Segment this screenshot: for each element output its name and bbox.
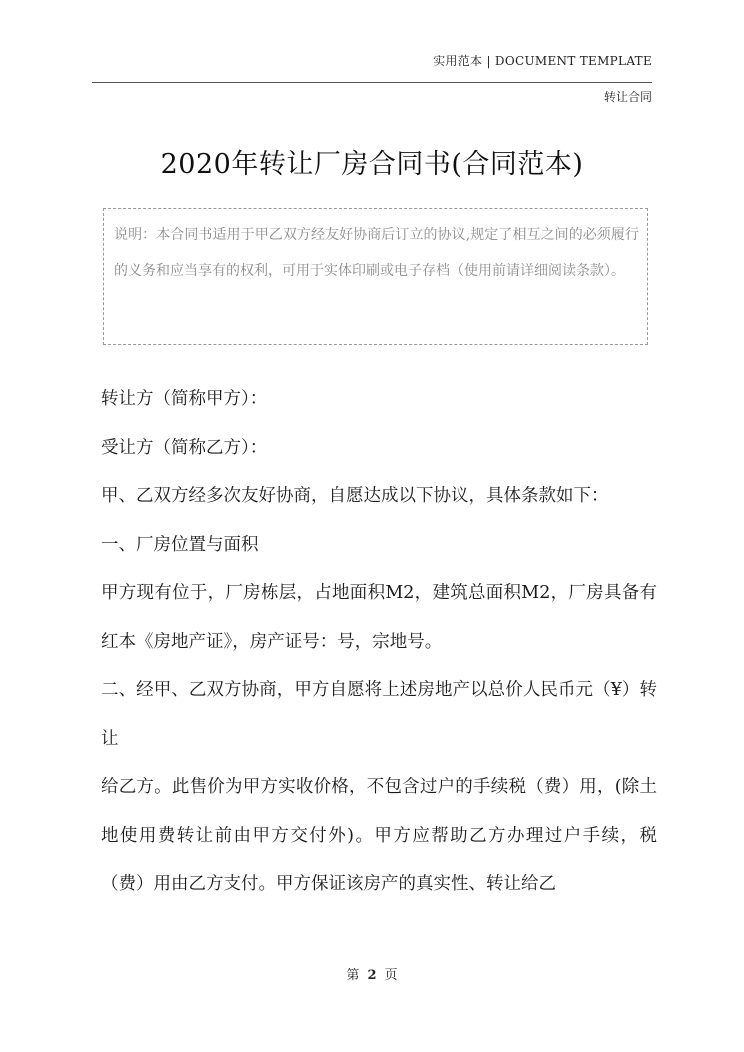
section-heading-location: 一、厂房位置与面积	[101, 534, 259, 555]
paragraph-agreement-intro: 甲、乙双方经多次友好协商，自愿达成以下协议，具体条款如下：	[101, 486, 609, 506]
note-box	[103, 208, 648, 345]
header-category: 转让合同	[603, 90, 652, 104]
page-footer	[0, 964, 744, 983]
page-number: 2	[367, 968, 377, 983]
document-body	[101, 375, 657, 909]
note-text: 说明：本合同书适用于甲乙双方经友好协商后订立的协议,规定了相互之间的必须履行的义务和应当享有的权利，可用于实体印刷或电子存档（使用前请详细阅读条款）。	[114, 227, 639, 279]
footer-suffix: 页	[384, 968, 398, 983]
document-title: 2020年转让厂房合同书(合同范本)	[160, 149, 584, 180]
paragraph-transferee: 受让方（简称乙方）：	[101, 437, 268, 458]
paragraph-price-terms: 给乙方。此售价为甲方实收价格，不包含过户的手续税（费）用，(除土地使用费转让前由甲方交付外)。甲方应帮助乙方办理过户手续，税（费）用由乙方支付。甲方保证该房产的真实性、转让给乙	[101, 777, 657, 894]
header-divider	[92, 82, 652, 83]
header-label: 实用范本 | DOCUMENT TEMPLATE	[433, 54, 652, 68]
footer-prefix: 第	[346, 968, 360, 983]
section-heading-price: 二、经甲、乙双方协商，甲方自愿将上述房地产以总价人民币元（¥）转让	[101, 680, 657, 749]
paragraph-transferor: 转让方（简称甲方）：	[101, 389, 268, 409]
paragraph-location: 甲方现有位于，厂房栋层，占地面积M2，建筑总面积M2，厂房具备有红本《房地产证》，房产证号：号，宗地号。	[101, 583, 657, 652]
